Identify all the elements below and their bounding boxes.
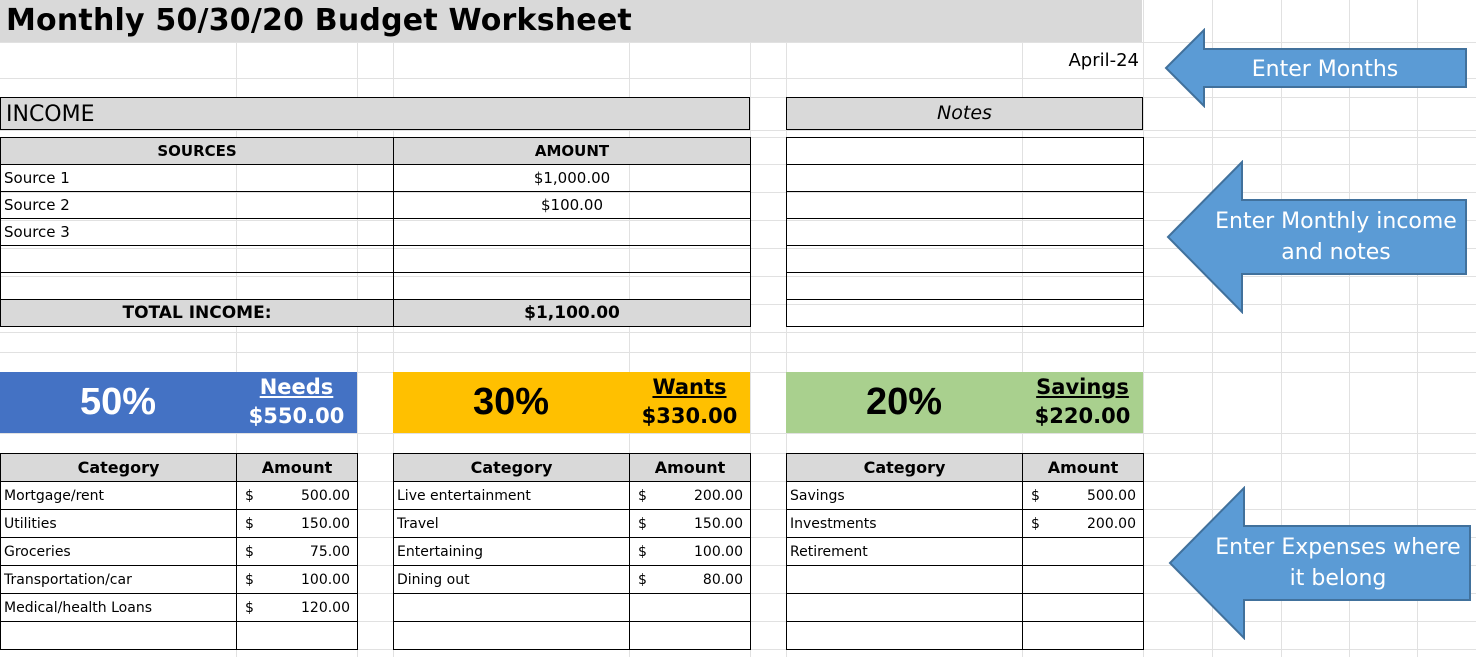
expense-category-cell[interactable]: Mortgage/rent	[1, 482, 237, 510]
category-column-header[interactable]: Category	[787, 454, 1023, 482]
amount-column-header[interactable]: AMOUNT	[394, 138, 751, 165]
enter-income-callout	[1206, 206, 1466, 268]
income-amount-cell[interactable]	[394, 273, 751, 300]
savings-amount[interactable]: $220.00	[1034, 404, 1131, 428]
notes-cell[interactable]	[787, 273, 1144, 300]
expense-category-cell[interactable]: Investments	[787, 510, 1023, 538]
income-row	[1, 165, 751, 192]
expense-amount-value: 200.00	[1087, 515, 1136, 532]
expense-amount-value: 100.00	[694, 543, 743, 560]
income-row	[1, 192, 751, 219]
expense-category-cell[interactable]	[1, 622, 237, 650]
notes-cell[interactable]	[787, 300, 1144, 327]
income-amount-cell[interactable]: $1,000.00	[394, 165, 751, 192]
savings-label[interactable]: Savings	[1036, 375, 1129, 399]
currency-symbol: $	[245, 543, 254, 560]
expense-category-cell[interactable]: Transportation/car	[1, 566, 237, 594]
enter-expenses-callout	[1208, 532, 1468, 594]
category-column-header[interactable]: Category	[394, 454, 630, 482]
expense-amount-value: 80.00	[702, 571, 743, 588]
expense-amount-value: 120.00	[301, 599, 350, 616]
expense-header-row	[787, 454, 1144, 482]
expense-row	[394, 482, 751, 510]
currency-symbol: $	[1031, 487, 1040, 504]
expense-row	[394, 566, 751, 594]
income-row	[1, 246, 751, 273]
income-amount-cell[interactable]	[394, 219, 751, 246]
sources-column-header[interactable]: SOURCES	[1, 138, 394, 165]
currency-symbol: $	[638, 487, 647, 504]
expense-category-cell[interactable]: Travel	[394, 510, 630, 538]
expense-amount-cell[interactable]	[1023, 482, 1144, 510]
expense-row	[394, 510, 751, 538]
expense-amount-value: 100.00	[301, 571, 350, 588]
income-table	[0, 137, 751, 327]
expense-category-cell[interactable]	[394, 594, 630, 622]
expense-amount-cell[interactable]	[630, 566, 751, 594]
expense-header-row	[1, 454, 358, 482]
expense-amount-value: 75.00	[309, 543, 350, 560]
expense-amount-cell[interactable]	[630, 622, 751, 650]
notes-header[interactable]: Notes	[786, 97, 1143, 130]
needs-banner	[0, 372, 357, 433]
callout-line: Enter Monthly income	[1215, 209, 1457, 234]
expense-amount-cell[interactable]	[237, 622, 358, 650]
expense-amount-cell[interactable]	[630, 594, 751, 622]
savings-percent[interactable]: 20%	[865, 381, 943, 423]
wants-label[interactable]: Wants	[652, 375, 727, 399]
income-amount-cell[interactable]: $100.00	[394, 192, 751, 219]
expense-row	[787, 510, 1144, 538]
expense-category-cell[interactable]: Savings	[787, 482, 1023, 510]
income-row	[1, 219, 751, 246]
expense-amount-cell[interactable]	[237, 566, 358, 594]
income-source-cell[interactable]	[1, 273, 394, 300]
expense-row	[787, 538, 1144, 566]
expense-amount-cell[interactable]	[1023, 594, 1144, 622]
amount-column-header[interactable]: Amount	[237, 454, 358, 482]
expense-amount-cell[interactable]	[1023, 510, 1144, 538]
expense-amount-value: 150.00	[301, 515, 350, 532]
expense-category-cell[interactable]: Retirement	[787, 538, 1023, 566]
income-header[interactable]: INCOME	[0, 97, 750, 130]
enter-months-callout: Enter Months	[1251, 57, 1399, 82]
expense-amount-cell[interactable]	[237, 482, 358, 510]
expense-amount-cell[interactable]	[630, 538, 751, 566]
expense-row	[1, 510, 358, 538]
income-row	[1, 273, 751, 300]
expense-category-cell[interactable]	[394, 622, 630, 650]
expense-row	[394, 594, 751, 622]
category-column-header[interactable]: Category	[1, 454, 237, 482]
expense-row	[787, 482, 1144, 510]
income-source-cell[interactable]	[1, 246, 394, 273]
notes-cell[interactable]	[787, 165, 1144, 192]
notes-cell[interactable]	[787, 246, 1144, 273]
wants-percent[interactable]: 30%	[472, 381, 550, 423]
currency-symbol: $	[245, 487, 254, 504]
savings-banner	[786, 372, 1143, 433]
expense-category-cell[interactable]	[787, 594, 1023, 622]
callout-line: and notes	[1281, 240, 1391, 265]
expense-category-cell[interactable]	[787, 566, 1023, 594]
wants-amount[interactable]: $330.00	[641, 404, 738, 428]
expense-category-cell[interactable]	[787, 622, 1023, 650]
expense-row	[1, 622, 358, 650]
wants-banner	[393, 372, 750, 433]
currency-symbol: $	[638, 543, 647, 560]
expense-amount-cell[interactable]	[237, 594, 358, 622]
notes-table	[786, 137, 1144, 327]
expense-row	[787, 566, 1144, 594]
needs-percent[interactable]: 50%	[79, 381, 157, 423]
currency-symbol: $	[638, 571, 647, 588]
expense-row	[787, 622, 1144, 650]
amount-column-header[interactable]: Amount	[630, 454, 751, 482]
currency-symbol: $	[638, 515, 647, 532]
expense-row	[1, 566, 358, 594]
expense-category-cell[interactable]: Live entertainment	[394, 482, 630, 510]
expense-amount-cell[interactable]	[630, 510, 751, 538]
income-amount-cell[interactable]	[394, 246, 751, 273]
expense-header-row	[394, 454, 751, 482]
expense-amount-cell[interactable]	[1023, 538, 1144, 566]
income-source-cell[interactable]: Source 3	[1, 219, 394, 246]
expense-row	[1, 482, 358, 510]
expense-category-cell[interactable]: Dining out	[394, 566, 630, 594]
expense-row	[1, 538, 358, 566]
income-source-cell[interactable]: Source 2	[1, 192, 394, 219]
expense-row	[1, 594, 358, 622]
notes-cell[interactable]	[787, 219, 1144, 246]
needs-label[interactable]: Needs	[259, 375, 334, 399]
notes-cell[interactable]	[787, 138, 1144, 165]
expense-row	[787, 594, 1144, 622]
expense-amount-cell[interactable]	[237, 510, 358, 538]
needs-expense-table	[0, 453, 358, 650]
total-income-label[interactable]: TOTAL INCOME:	[1, 300, 394, 327]
expense-category-cell[interactable]: Utilities	[1, 510, 237, 538]
expense-amount-cell[interactable]	[630, 482, 751, 510]
expense-row	[394, 622, 751, 650]
callout-line: it belong	[1289, 566, 1387, 591]
currency-symbol: $	[1031, 515, 1040, 532]
expense-category-cell[interactable]: Entertaining	[394, 538, 630, 566]
income-source-cell[interactable]: Source 1	[1, 165, 394, 192]
expense-row	[394, 538, 751, 566]
expense-amount-cell[interactable]	[1023, 622, 1144, 650]
expense-amount-value: 150.00	[694, 515, 743, 532]
expense-amount-cell[interactable]	[1023, 566, 1144, 594]
currency-symbol: $	[245, 571, 254, 588]
expense-category-cell[interactable]: Groceries	[1, 538, 237, 566]
month-cell[interactable]: April-24	[1068, 50, 1139, 71]
needs-amount[interactable]: $550.00	[248, 404, 345, 428]
wants-expense-table	[393, 453, 751, 650]
expense-amount-value: 200.00	[694, 487, 743, 504]
amount-column-header[interactable]: Amount	[1023, 454, 1144, 482]
expense-amount-value: 500.00	[301, 487, 350, 504]
expense-amount-value: 500.00	[1087, 487, 1136, 504]
expense-amount-cell[interactable]	[237, 538, 358, 566]
total-income-value[interactable]: $1,100.00	[394, 300, 751, 327]
currency-symbol: $	[245, 515, 254, 532]
worksheet-title[interactable]: Monthly 50/30/20 Budget Worksheet	[6, 3, 632, 38]
savings-expense-table	[786, 453, 1144, 650]
currency-symbol: $	[245, 599, 254, 616]
expense-category-cell[interactable]: Medical/health Loans	[1, 594, 237, 622]
notes-cell[interactable]	[787, 192, 1144, 219]
callout-line: Enter Expenses where	[1215, 535, 1461, 560]
